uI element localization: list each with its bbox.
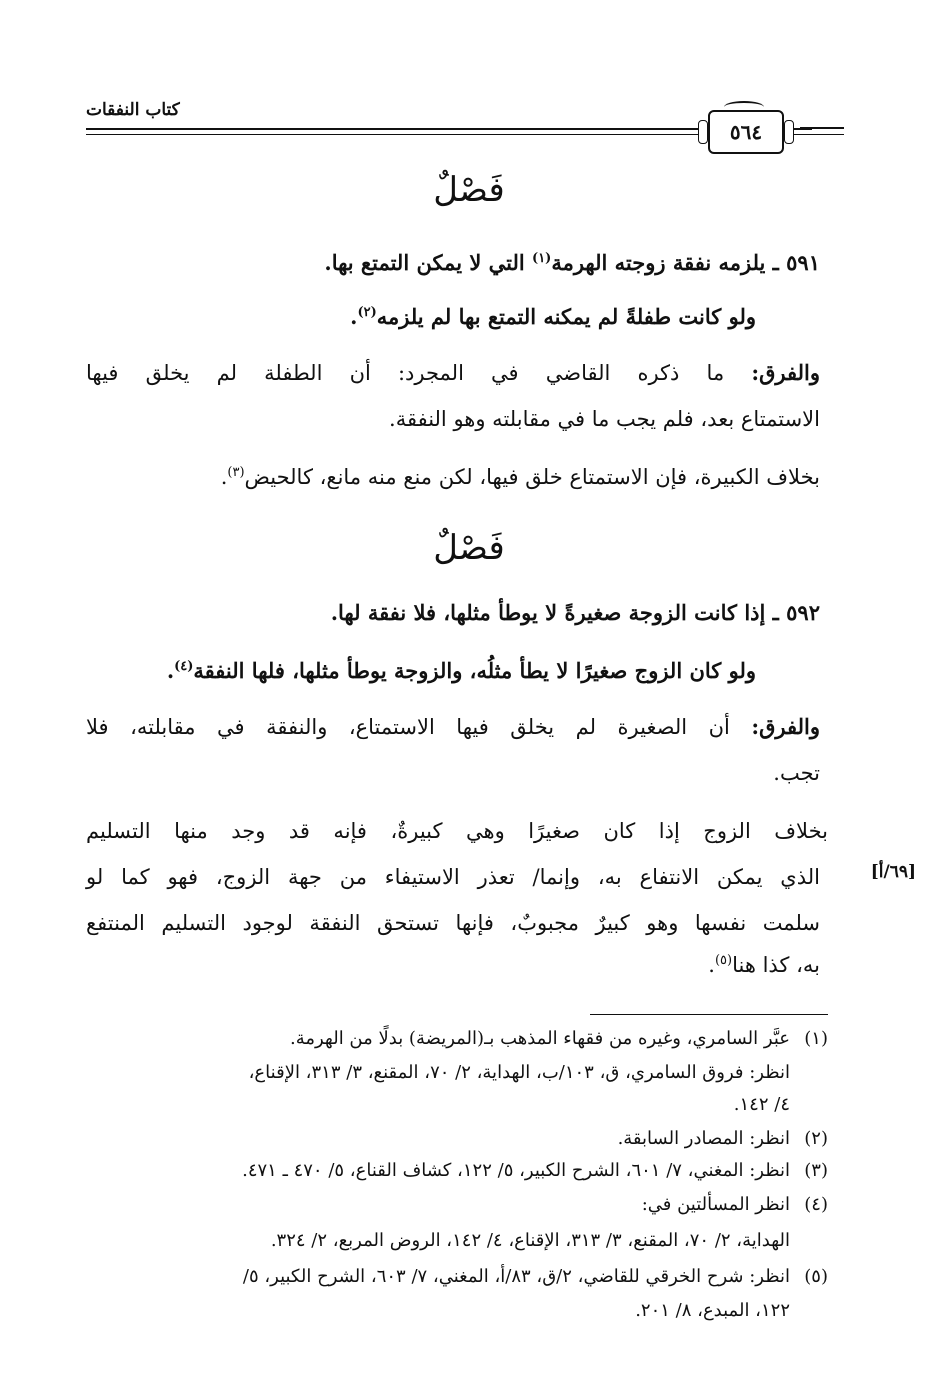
farq-591-line2: الاستمتاع بعد، فلم يجب ما في مقابلته وهو النفقة. bbox=[389, 407, 820, 431]
contrast-591 bbox=[86, 456, 820, 494]
header-tail-rule bbox=[800, 127, 844, 129]
paragraph-text-tail: . bbox=[708, 953, 715, 977]
footnote-5-line1 bbox=[86, 1262, 828, 1292]
paragraph-line1: بخلاف الزوج إذا كان صغيرًا وهي كبيرةٌ، فإنه قد وجد منها التسليم bbox=[86, 819, 828, 843]
footnote-number: (٥) bbox=[804, 1266, 828, 1287]
footnote-1-line1 bbox=[86, 1024, 828, 1054]
page-number: ٥٦٤ bbox=[708, 110, 784, 154]
footnote-number: (٢) bbox=[804, 1128, 828, 1149]
farq-label: والفرق: bbox=[751, 714, 820, 739]
footnote-ref: (١) bbox=[532, 251, 552, 266]
paragraph-line4 bbox=[86, 944, 820, 982]
rule-text: ولو كانت طفلةً لم يمكنه التمتع بها لم يلزمه bbox=[376, 304, 756, 329]
footnote-ref: (٤) bbox=[174, 659, 194, 674]
footnote-number: (٣) bbox=[804, 1160, 828, 1181]
paragraph-line3: سلمت نفسها وهو كبيرٌ مجبوبٌ، فإنها تستحق النفقة لوجود التسليم المنتفع bbox=[86, 911, 820, 935]
paragraph-text: به، كذا هنا bbox=[732, 953, 820, 977]
header-tail-rule-thin bbox=[800, 134, 844, 135]
footnote-text: انظر: شرح الخرقي للقاضي، ٢/ق، ٨٣/أ، المغني، ٧/ ٦٠٣، الشرح الكبير، ٥/ bbox=[242, 1266, 790, 1287]
footnote-text: انظر: المغني، ٧/ ٦٠١، الشرح الكبير، ٥/ ١٢٢، كشاف القناع، ٥/ ٤٧٠ ـ ٤٧١. bbox=[242, 1160, 790, 1181]
running-header-title: كتاب النفقات bbox=[86, 100, 180, 120]
farq-591-line1 bbox=[86, 356, 820, 390]
footnote-3 bbox=[86, 1156, 828, 1186]
footnote-2 bbox=[86, 1124, 828, 1154]
rule-592-line2 bbox=[86, 650, 756, 688]
footnote-separator bbox=[590, 1014, 828, 1015]
rule-text-tail: التي لا يمكن التمتع بها. bbox=[324, 250, 533, 275]
footnote-text: انظر: المصادر السابقة. bbox=[617, 1128, 790, 1149]
footnote-ref: (٣) bbox=[227, 465, 245, 480]
footnote-ref: (٢) bbox=[357, 305, 377, 320]
footnote-text: انظر المسألتين في: bbox=[641, 1194, 790, 1215]
footnote-1-line3: ٤/ ١٤٢. bbox=[733, 1094, 790, 1115]
rule-text: ولو كان الزوج صغيرًا لا يطأ مثلُه، والزوجة يوطأ مثلها، فلها النفقة bbox=[193, 658, 756, 683]
section-heading-1: فَصْلٌ bbox=[433, 170, 505, 210]
farq-592-line2: تجب. bbox=[773, 761, 820, 785]
rule-text-tail: . bbox=[166, 658, 175, 683]
footnote-5-line2: ١٢٢، المبدع، ٨/ ٢٠١. bbox=[635, 1300, 790, 1321]
farq-text: أن الصغيرة لم يخلق فيها الاستمتاع، والنفقة في مقابلته، فلا bbox=[86, 715, 752, 739]
footnote-text: عبَّر السامري، وغيره من فقهاء المذهب بـ(المريضة) بدلًا من الهرمة. bbox=[289, 1028, 790, 1049]
contrast-text: بخلاف الكبيرة، فإن الاستمتاع خلق فيها، لكن منع منه مانع، كالحيض bbox=[244, 465, 820, 489]
rule-591-line1 bbox=[86, 242, 820, 280]
footnote-ref: (٥) bbox=[714, 953, 733, 968]
footnote-number: (١) bbox=[804, 1028, 828, 1049]
footnote-4-line2: الهداية، ٢/ ٧٠، المقنع، ٣/ ٣١٣، الإقناع، ٤/ ١٤٢، الروض المربع، ٢/ ٣٢٤. bbox=[270, 1230, 790, 1251]
contrast-text-tail: . bbox=[220, 465, 228, 489]
footnote-number: (٤) bbox=[804, 1194, 828, 1215]
rule-592-line1: ٥٩٢ ـ إذا كانت الزوجة صغيرةً لا يوطأ مثلها، فلا نفقة لها. bbox=[330, 600, 820, 625]
farq-text: ما ذكره القاضي في المجرد: أن الطفلة لم يخلق فيها bbox=[86, 361, 752, 385]
margin-folio-note: [٦٩/أ] bbox=[870, 862, 916, 882]
rule-text-tail: . bbox=[350, 304, 358, 329]
paragraph-line2: الذي يمكن الانتفاع به، وإنما/ تعذر الاستيفاء من جهة الزوج، فهو كما لو bbox=[86, 865, 820, 889]
footnote-4-line1 bbox=[86, 1190, 828, 1220]
farq-592-line1 bbox=[86, 710, 820, 744]
rule-text: ٥٩١ ـ يلزمه نفقة زوجته الهرمة bbox=[551, 250, 820, 275]
footnote-1-line2: انظر: فروق السامري، ق، ١٠٣/ب، الهداية، ٢/ ٧٠، المقنع، ٣/ ٣١٣، الإقناع، bbox=[248, 1062, 790, 1083]
farq-label: والفرق: bbox=[751, 360, 820, 385]
rule-591-line2 bbox=[86, 296, 756, 334]
section-heading-2: فَصْلٌ bbox=[433, 528, 505, 568]
